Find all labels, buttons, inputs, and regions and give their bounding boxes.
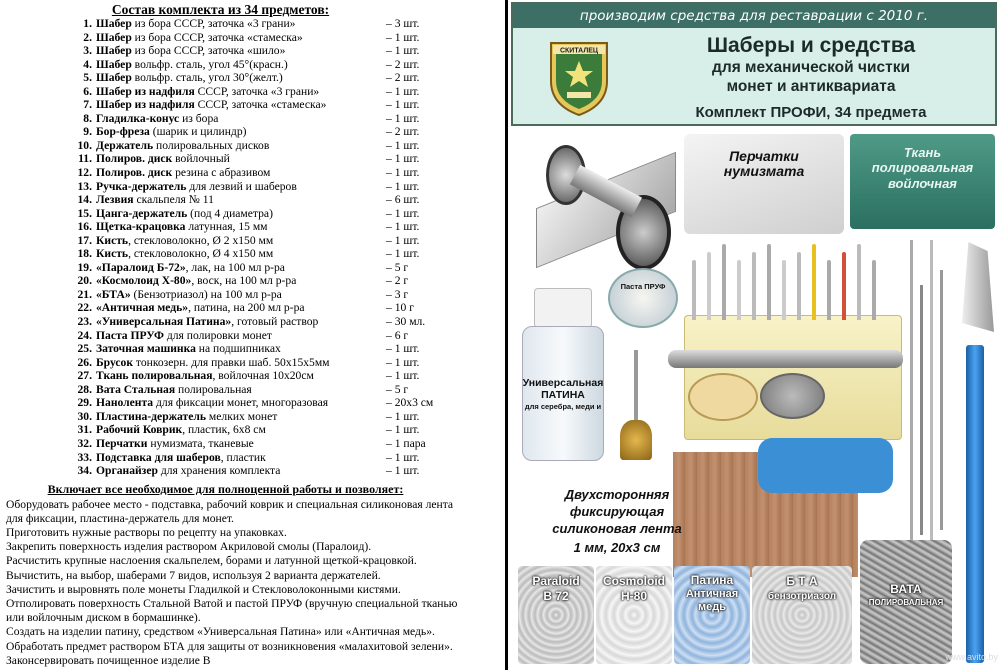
item-name: «Античная медь» (96, 301, 189, 315)
kit-contents-list (74, 17, 505, 478)
list-item (74, 383, 505, 397)
item-quantity: – 1 шт. (386, 342, 420, 356)
item-quantity: – 1 шт. (386, 464, 420, 478)
jar-label-patina: Патина (690, 573, 734, 587)
banner-subheading-2: монет и антиквариата (726, 78, 896, 95)
item-quantity: – 1 шт. (386, 152, 420, 166)
item-quantity: – 2 г (386, 274, 409, 288)
item-text (96, 31, 386, 45)
item-quantity: – 2 шт. (386, 125, 420, 139)
item-detail: для хранения комплекта (157, 464, 281, 478)
item-detail: для полировки монет (163, 328, 272, 342)
item-name: Цанга-держатель (96, 206, 188, 220)
scrapers-set (906, 240, 946, 540)
list-item (74, 180, 505, 194)
bur (827, 260, 831, 320)
item-detail: для лезвий и шаберов (186, 179, 297, 193)
item-number: 10. (77, 138, 92, 152)
list-item (74, 396, 505, 410)
tape-label-3: силиконовая лента (552, 521, 682, 536)
item-detail: для фиксации монет, многоразовая (153, 396, 329, 410)
item-name: Паста ПРУФ (96, 328, 164, 342)
bur (872, 260, 876, 320)
item-text (96, 85, 386, 99)
item-quantity: – 1 шт. (386, 206, 420, 220)
list-item (74, 301, 505, 315)
bur (707, 252, 711, 320)
jar-label-bta: Б Т А (786, 574, 818, 588)
item-detail: полировальных дисков (153, 138, 270, 152)
item-number: 13. (77, 179, 92, 193)
kit-name: Комплект ПРОФИ, 34 предмета (695, 104, 927, 121)
item-quantity: – 1 шт. (386, 84, 420, 98)
item-name: Ткань полировальная (96, 369, 213, 383)
item-name: Бор-фреза (96, 125, 150, 139)
item-quantity: – 10 г (386, 301, 414, 315)
item-quantity: – 6 г (386, 328, 409, 342)
item-detail: , патина, на 200 мл р-ра (188, 301, 305, 315)
list-item (74, 329, 505, 343)
tape-label-1: Двухсторонняя (564, 487, 670, 502)
bur (857, 244, 861, 320)
jar-label-patina-3: медь (698, 601, 726, 613)
banner-heading: Шаберы и средства (706, 34, 916, 57)
item-name: Шабер (96, 17, 132, 30)
bur (737, 260, 741, 320)
item-detail: , пластик, 6х8 см (182, 423, 266, 437)
polishing-disc-rubber (760, 373, 825, 419)
item-number: 29. (77, 396, 92, 410)
brass-brush (616, 350, 656, 465)
item-text (96, 423, 386, 437)
item-number: 14. (77, 193, 92, 207)
item-text (96, 329, 386, 343)
item-quantity: – 2 шт. (386, 71, 420, 85)
bottle-label-3: для серебра, меди и (524, 402, 602, 411)
banner-subheading-1: для механической чистки (712, 59, 910, 76)
item-detail: , воск, на 100 мл р-ра (191, 274, 297, 288)
list-item (74, 44, 505, 58)
item-detail: (шарик и цилиндр) (149, 125, 247, 139)
item-detail: резина с абразивом (172, 166, 271, 180)
bur (752, 252, 756, 320)
list-item (74, 315, 505, 329)
tape-label-2: фиксирующая (569, 504, 665, 519)
watermark: www.avito.by (945, 652, 998, 662)
capability-line: для фиксации, пластина-держатель для монет. (6, 511, 234, 525)
item-text (96, 369, 386, 383)
item-quantity: – 1 шт. (386, 220, 420, 234)
banner-tagline: производим средства для реставрации с 2010 г. (513, 4, 995, 28)
gloves-label-1: Перчатки (729, 148, 799, 164)
item-text (96, 342, 386, 356)
item-number: 30. (77, 409, 92, 423)
item-quantity: – 5 г (386, 260, 409, 274)
list-item (74, 247, 505, 261)
item-name: «БТА» (96, 287, 131, 301)
item-number: 20. (77, 274, 92, 288)
bottle-label-2: ПАТИНА (541, 389, 585, 401)
item-number: 1. (83, 17, 92, 30)
item-name: Шабер (96, 30, 132, 44)
capability-line: Закрепить поверхность изделия раствором Акриловой смолы (Паралоид). (6, 540, 372, 554)
list-item (74, 125, 505, 139)
item-text (96, 166, 386, 180)
jar-label-cosmoloid: Cosmoloid (603, 574, 665, 588)
item-number: 22. (77, 301, 92, 315)
list-item (74, 451, 505, 465)
item-detail: из бора СССР, заточка «3 грани» (131, 17, 296, 30)
capability-line: Создать на изделии патину, средством «Универсальная Патина» или «Античная медь». (6, 625, 435, 639)
list-item (74, 288, 505, 302)
item-text (96, 207, 386, 221)
item-name: Заточная машинка (96, 342, 196, 356)
list-item (74, 220, 505, 234)
item-detail: мелких монет (206, 409, 278, 423)
item-detail: вольфр. сталь, угол 30°(желт.) (131, 71, 283, 85)
list-item (74, 85, 505, 99)
item-quantity: – 1 шт. (386, 138, 420, 152)
scalpel-blades (962, 242, 994, 332)
item-quantity: – 1 шт. (386, 369, 420, 383)
list-item (74, 369, 505, 383)
list-item (74, 139, 505, 153)
item-quantity: – 1 шт. (386, 111, 420, 125)
item-name: Гладилка-конус (96, 111, 180, 125)
item-quantity: – 1 шт. (386, 30, 420, 44)
list-item (74, 464, 505, 478)
item-text (96, 234, 386, 248)
list-item (74, 342, 505, 356)
item-detail: СССР, заточка «стамеска» (194, 98, 327, 112)
list-item (74, 423, 505, 437)
sharpening-machine (516, 140, 676, 280)
item-text (96, 437, 386, 451)
list-item (74, 152, 505, 166)
list-item (74, 207, 505, 221)
item-number: 32. (77, 436, 92, 450)
item-number: 7. (83, 98, 92, 112)
item-text (96, 383, 386, 397)
item-detail: латунная, 15 мм (185, 220, 268, 234)
capability-line: Расчистить крупные наслоения скальпелем, борами и латунной щеткой-крацовкой. (6, 554, 417, 568)
item-detail: , стекловолокно, Ø 4 х150 мм (128, 247, 274, 261)
cloth-label-1: Ткань (903, 145, 942, 160)
item-text (96, 247, 386, 261)
coin-holder-plate (758, 438, 893, 493)
list-item (74, 112, 505, 126)
item-quantity: – 6 шт. (386, 193, 420, 207)
item-number: 34. (77, 464, 92, 478)
item-number: 12. (77, 166, 92, 180)
item-quantity: – 1 шт. (386, 233, 420, 247)
list-item (74, 17, 505, 31)
item-name: Держатель (96, 138, 154, 152)
item-number: 27. (77, 369, 92, 383)
item-text (96, 396, 386, 410)
item-name: «Космолоид Х-80» (96, 274, 192, 288)
list-item (74, 166, 505, 180)
item-number: 3. (83, 44, 92, 58)
capability-line: Зачистить и выровнять поле монеты Гладилкой и Стекловолоконными кистями. (6, 582, 401, 596)
item-quantity: – 3 шт. (386, 17, 420, 30)
item-number: 31. (77, 423, 92, 437)
item-detail: из бора (179, 111, 219, 125)
shield-logo-icon (547, 37, 611, 117)
item-detail: , стекловолокно, Ø 2 х150 мм (128, 233, 274, 247)
item-quantity: – 5 г (386, 382, 409, 396)
item-number: 4. (83, 57, 92, 71)
bur (767, 244, 771, 320)
item-number: 23. (77, 315, 92, 329)
product-photo-panel (508, 0, 1000, 670)
item-detail: на подшипниках (195, 342, 281, 356)
item-text (96, 464, 386, 478)
item-text (96, 315, 386, 329)
item-number: 26. (77, 355, 92, 369)
bur (692, 260, 696, 320)
jar-label-bta-2: бензотриазол (767, 591, 837, 602)
list-item (74, 356, 505, 370)
item-name: Щетка-крацовка (96, 220, 186, 234)
scalpel-handle (966, 345, 984, 663)
item-quantity: – 1 шт. (386, 44, 420, 58)
item-detail: из бора СССР, заточка «стамеска» (131, 30, 303, 44)
item-name: Брусок (96, 355, 134, 369)
capability-line: Обработать предмет раствором БТА для защиты от возникновения «малахитовой зелени». (6, 639, 453, 653)
item-quantity: – 20х3 см (386, 396, 434, 410)
capability-line: Оборудовать рабочее место - подставка, рабочий коврик и специальная силиконовая лента (6, 497, 454, 511)
item-text (96, 451, 386, 465)
item-quantity: – 1 шт. (386, 166, 420, 180)
item-detail: , пластик (220, 450, 266, 464)
list-item (74, 274, 505, 288)
item-text (96, 71, 386, 85)
item-number: 24. (77, 328, 92, 342)
item-name: Кисть (96, 247, 129, 261)
item-text (96, 410, 386, 424)
jar-label-patina-2: Античная (685, 588, 739, 600)
capability-line: или войлочным диском в бормашинке). (6, 611, 201, 625)
jar-label-paraloid: Paraloid (532, 574, 580, 588)
item-quantity: – 1 шт. (386, 355, 420, 369)
item-quantity: – 3 г (386, 287, 409, 301)
item-number: 33. (77, 450, 92, 464)
item-number: 16. (77, 220, 92, 234)
capability-line: Отполировать поверхность Стальной Ватой и пастой ПРУФ (вручную специальной тканью (6, 597, 458, 611)
item-name: Кисть (96, 233, 129, 247)
wool-label-2: ПОЛИРОВАЛЬНАЯ (868, 598, 944, 607)
bur (722, 244, 726, 320)
item-number: 5. (83, 71, 92, 85)
item-text (96, 44, 386, 58)
bur (782, 260, 786, 320)
patina-bottle (522, 288, 604, 463)
item-number: 2. (83, 30, 92, 44)
item-name: Рабочий Коврик (96, 423, 183, 437)
wool-label-1: ВАТА (890, 582, 922, 596)
item-name: Полиров. диск (96, 166, 173, 180)
jar-label-paraloid-2: B 72 (543, 589, 569, 603)
item-number: 6. (83, 84, 92, 98)
item-number: 11. (78, 152, 92, 166)
item-name: Шабер из надфиля (96, 98, 195, 112)
item-detail: (под 4 диаметра) (187, 206, 273, 220)
item-name: Подставка для шаберов (96, 450, 221, 464)
item-quantity: – 1 шт. (386, 179, 420, 193)
item-quantity: – 30 мл. (386, 315, 426, 329)
item-name: Вата Стальная (96, 382, 176, 396)
item-number: 19. (77, 260, 92, 274)
item-detail: нумизмата, тканевые (147, 436, 254, 450)
item-detail: вольфр. сталь, угол 45°(красн.) (131, 57, 288, 71)
item-name: Нанолента (96, 396, 154, 410)
item-text (96, 58, 386, 72)
item-name: Шабер из надфиля (96, 84, 195, 98)
item-quantity: – 1 шт. (386, 247, 420, 261)
paste-label: Паста ПРУФ (620, 282, 666, 291)
item-detail: , лак, на 100 мл р-ра (185, 260, 285, 274)
capabilities-heading: Включает все необходимое для полноценной работы и позволяет: (47, 481, 404, 496)
item-quantity: – 1 шт. (386, 98, 420, 112)
product-banner (511, 2, 997, 126)
bur (797, 252, 801, 320)
item-quantity: – 1 шт. (386, 409, 420, 423)
item-quantity: – 2 шт. (386, 57, 420, 71)
item-detail: тонкозерн. для правки шаб. 50х15х5мм (133, 355, 330, 369)
item-name: Шабер (96, 57, 132, 71)
list-item (74, 193, 505, 207)
item-name: Пластина-держатель (96, 409, 207, 423)
capability-line: Вычистить, на выбор, шаберами 7 видов, используя 2 варианта держателей. (6, 568, 381, 582)
gloves-label-2: нумизмата (723, 163, 805, 179)
item-name: Перчатки (96, 436, 148, 450)
list-item (74, 261, 505, 275)
disc-holder (668, 350, 903, 368)
item-name: Органайзер (96, 464, 158, 478)
item-detail: войлочный (172, 152, 230, 166)
kit-contents-title: Состав комплекта из 34 предметов: (111, 2, 330, 17)
list-item (74, 410, 505, 424)
item-text (96, 125, 386, 139)
item-text (96, 17, 386, 31)
item-text (96, 98, 386, 112)
item-text (96, 274, 386, 288)
item-name: Шабер (96, 71, 132, 85)
item-text (96, 139, 386, 153)
list-item (74, 71, 505, 85)
list-item (74, 98, 505, 112)
item-text (96, 193, 386, 207)
item-text (96, 220, 386, 234)
item-number: 18. (77, 247, 92, 261)
item-detail: (Бензотриазол) на 100 мл р-ра (130, 287, 282, 301)
bottle-label-1: Универсальная (522, 377, 604, 389)
item-quantity: – 1 пара (386, 436, 426, 450)
item-detail: , готовый раствор (231, 315, 319, 329)
bur (812, 244, 816, 320)
item-number: 25. (77, 342, 92, 356)
capability-line: Приготовить нужные растворы по рецепту на упаковках. (6, 526, 287, 539)
jar-label-cosmoloid-2: H-80 (620, 589, 647, 603)
list-item (74, 234, 505, 248)
item-name: Полиров. диск (96, 152, 173, 166)
polishing-disc-felt (688, 373, 758, 421)
burs-set (686, 240, 886, 320)
item-number: 21. (77, 287, 92, 301)
item-name: «Универсальная Патина» (96, 315, 232, 329)
tape-label-4: 1 мм, 20х3 см (573, 540, 661, 555)
item-detail: , войлочная 10х20см (212, 369, 314, 383)
item-name: Шабер (96, 44, 132, 58)
item-text (96, 180, 386, 194)
item-text (96, 152, 386, 166)
item-text (96, 112, 386, 126)
item-number: 8. (83, 111, 92, 125)
item-text (96, 301, 386, 315)
list-item (74, 437, 505, 451)
item-text (96, 288, 386, 302)
logo-text: СКИТАЛЕЦ (559, 47, 599, 55)
cloth-label-2: полировальная (871, 160, 974, 175)
cloth-label-3: войлочная (888, 176, 957, 191)
item-number: 17. (77, 233, 92, 247)
item-number: 9. (83, 125, 92, 139)
list-item (74, 58, 505, 72)
item-detail: СССР, заточка «3 грани» (194, 84, 320, 98)
capabilities-text (6, 498, 505, 668)
item-detail: из бора СССР, заточка «шило» (131, 44, 286, 58)
item-number: 15. (77, 206, 92, 220)
item-detail: полировальная (175, 382, 252, 396)
list-item (74, 31, 505, 45)
item-quantity: – 1 шт. (386, 423, 420, 437)
proof-paste-jar (608, 268, 678, 328)
capability-line: Законсервировать почищенное изделие В (6, 653, 211, 667)
item-text (96, 261, 386, 275)
item-text (96, 356, 386, 370)
item-name: Лезвия (96, 193, 134, 207)
item-name: Ручка-держатель (96, 179, 187, 193)
item-quantity: – 1 шт. (386, 450, 420, 464)
item-detail: скальпеля № 11 (133, 193, 214, 207)
item-name: «Паралоид Б-72» (96, 260, 186, 274)
item-number: 28. (77, 382, 92, 396)
bur (842, 252, 846, 320)
